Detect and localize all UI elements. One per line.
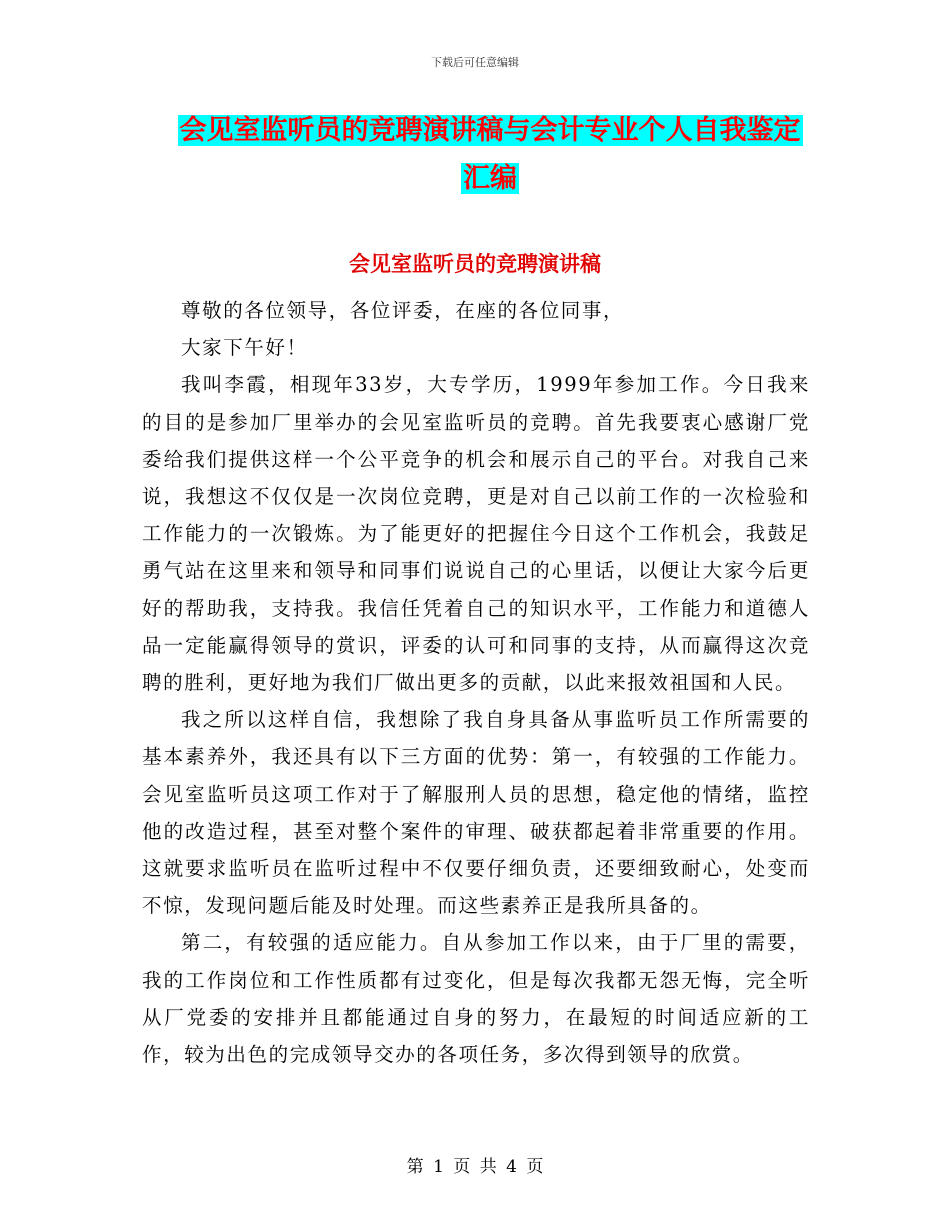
header-note: 下载后可任意编辑 bbox=[431, 56, 519, 69]
page-footer: 第 1 页 共 4 页 bbox=[406, 1157, 544, 1177]
paragraph-salutation: 尊敬的各位领导，各位评委，在座的各位同事， bbox=[181, 299, 625, 322]
paragraph-adaptability: 第二，有较强的适应能力。自从参加工作以来，由于厂里的需要，我的工作岗位和工作性质都有过变化，但是每次我都无怨无悔，完全听从厂党委的安排并且都能通过自身的努力，在最短的时间适应新的工作，较为出色的完成领导交办的各项任务，多次得到领导的欣赏。 bbox=[142, 931, 810, 1067]
paragraph-greeting: 大家下午好！ bbox=[181, 336, 308, 360]
document-title-line1: 会见室监听员的竞聘演讲稿与会计专业个人自我鉴定 bbox=[179, 115, 801, 146]
document-body bbox=[142, 292, 810, 1073]
document-title bbox=[140, 107, 840, 203]
document-title-line2: 汇编 bbox=[463, 163, 517, 194]
section-title: 会见室监听员的竞聘演讲稿 bbox=[349, 252, 601, 276]
paragraph-introduction: 我叫李霞，相现年33岁，大专学历，1999年参加工作。今日我来的目的是参加厂里举办的会见室监听员的竞聘。首先我要衷心感谢厂党委给我们提供这样一个公平竞争的机会和展示自己的平台。对我自己来说，我想这不仅仅是一次岗位竞聘，更是对自己以前工作的一次检验和工作能力的一次锻炼。为了能更好的把握住今日这个工作机会，我鼓足勇气站在这里来和领导和同事们说说自己的心里话，以便让大家今后更好的帮助我，支持我。我信任凭着自己的知识水平，工作能力和道德人品一定能赢得领导的赏识，评委的认可和同事的支持，从而赢得这次竞聘的胜利，更好地为我们厂做出更多的贡献，以此来报效祖国和人民。 bbox=[142, 373, 810, 695]
paragraph-confidence: 我之所以这样自信，我想除了我自身具备从事监听员工作所需要的基本素养外，我还具有以下三方面的优势：第一，有较强的工作能力。会见室监听员这项工作对于了解服刑人员的思想，稳定他的情绪，监控他的改造过程，甚至对整个案件的审理、破获都起着非常重要的作用。这就要求监听员在监听过程中不仅要仔细负责，还要细致耐心，处变而不惊，发现问题后能及时处理。而这些素养正是我所具备的。 bbox=[142, 708, 810, 918]
